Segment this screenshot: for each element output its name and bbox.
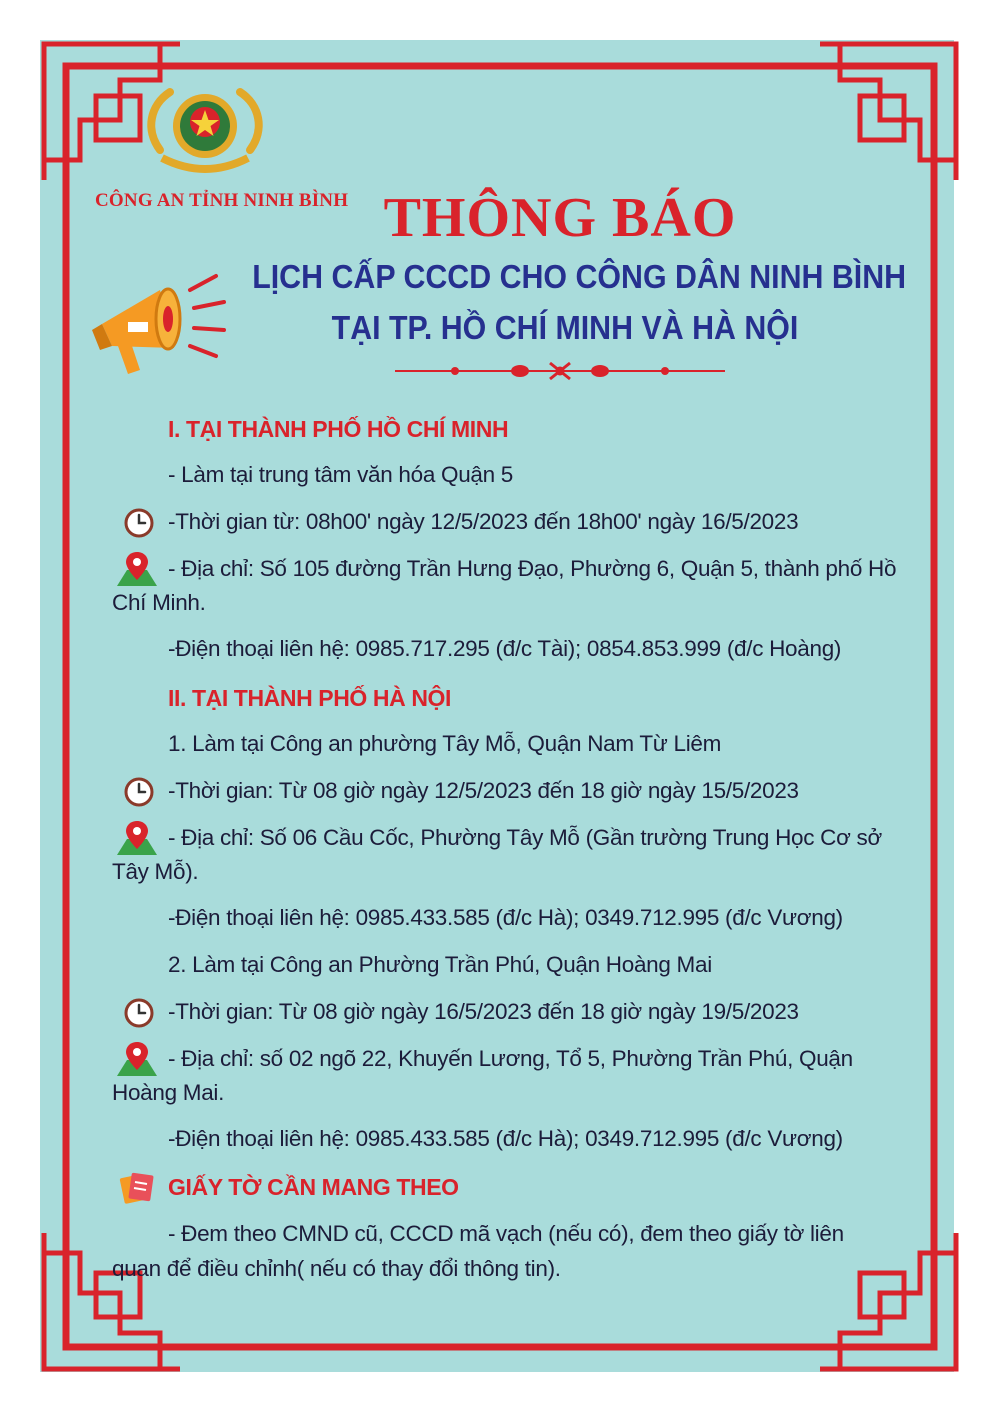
clock-icon [124, 998, 154, 1028]
ornament-divider [395, 358, 725, 384]
hanoi-site1-phone: -Điện thoại liên hệ: 0985.433.585 (đ/c Hà); 0349.712.995 (đ/c Vương) [168, 905, 843, 930]
hanoi-site2-address-line-1: - Địa chỉ: số 02 ngõ 22, Khuyến Lương, Tổ 5, Phường Trần Phú, Quận [168, 1046, 853, 1071]
hanoi-site2-address-line-2: Hoàng Mai. [112, 1080, 225, 1105]
documents-icon [118, 1170, 158, 1204]
megaphone-icon [88, 262, 228, 380]
map-pin-icon [115, 817, 159, 857]
hcm-address-line-1: - Địa chỉ: Số 105 đường Trần Hưng Đạo, Phường 6, Quận 5, thành phố Hồ [168, 556, 897, 581]
agency-name: CÔNG AN TỈNH NINH BÌNH [95, 190, 349, 211]
clock-icon [124, 508, 154, 538]
section-hanoi-heading: II. TẠI THÀNH PHỐ HÀ NỘI [168, 685, 452, 711]
section-hcm-heading: I. TẠI THÀNH PHỐ HỒ CHÍ MINH [168, 416, 509, 442]
police-emblem-icon [140, 80, 270, 180]
clock-icon [124, 777, 154, 807]
map-pin-icon [115, 548, 159, 588]
documents-heading: GIẤY TỜ CẦN MANG THEO [168, 1174, 459, 1200]
documents-line-1: - Đem theo CMND cũ, CCCD mã vạch (nếu có), đem theo giấy tờ liên [168, 1221, 844, 1246]
page-title: THÔNG BÁO [383, 187, 737, 249]
hanoi-site1-address-line-1: - Địa chỉ: Số 06 Cầu Cốc, Phường Tây Mỗ (Gần trường Trung Học Cơ sở [168, 825, 882, 850]
hcm-phone: -Điện thoại liên hệ: 0985.717.295 (đ/c Tài); 0854.853.999 (đ/c Hoàng) [168, 636, 842, 661]
subtitle-line-1: LỊCH CẤP CCCD CHO CÔNG DÂN NINH BÌNH [252, 258, 907, 295]
hcm-address-line-2: Chí Minh. [112, 590, 206, 615]
hanoi-site1-address-line-2: Tây Mỗ). [112, 859, 199, 884]
map-pin-icon [115, 1038, 159, 1078]
hcm-time: -Thời gian từ: 08h00' ngày 12/5/2023 đến 18h00' ngày 16/5/2023 [168, 509, 799, 534]
hanoi-site2-time: -Thời gian: Từ 08 giờ ngày 16/5/2023 đến 18 giờ ngày 19/5/2023 [168, 999, 799, 1024]
hcm-venue: - Làm tại trung tâm văn hóa Quận 5 [168, 462, 513, 487]
subtitle-line-2: TẠI TP. HỒ CHÍ MINH VÀ HÀ NỘI [331, 309, 799, 346]
hanoi-site2-venue: 2. Làm tại Công an Phường Trần Phú, Quận Hoàng Mai [168, 952, 712, 977]
hanoi-site2-phone: -Điện thoại liên hệ: 0985.433.585 (đ/c Hà); 0349.712.995 (đ/c Vương) [168, 1126, 843, 1151]
documents-line-2: quan để điều chỉnh( nếu có thay đổi thông tin). [112, 1256, 561, 1281]
hanoi-site1-time: -Thời gian: Từ 08 giờ ngày 12/5/2023 đến 18 giờ ngày 15/5/2023 [168, 778, 799, 803]
hanoi-site1-venue: 1. Làm tại Công an phường Tây Mỗ, Quận Nam Từ Liêm [168, 731, 722, 756]
